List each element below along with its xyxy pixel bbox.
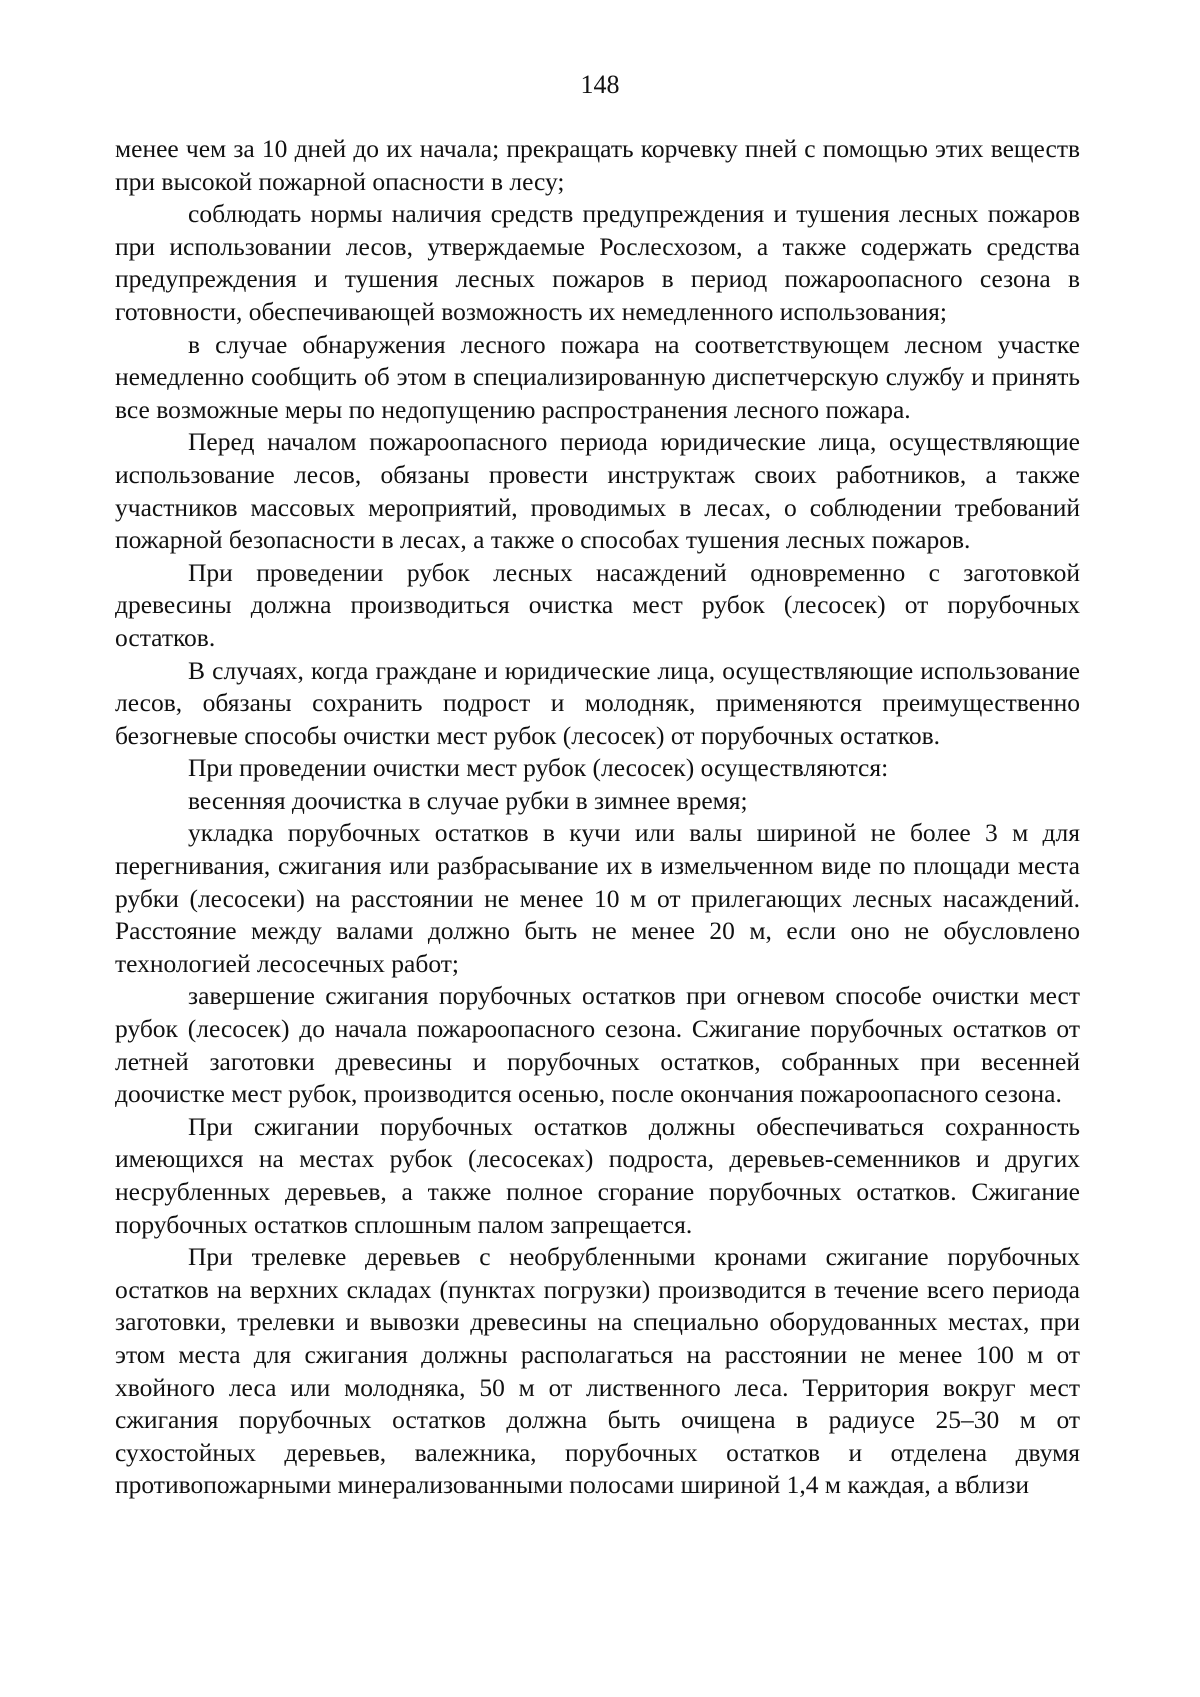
paragraph: При проведении рубок лесных насаждений одновременно с заготовкой древесины должна производиться очистка мест рубок (лесосек) от порубочных остатков. xyxy=(115,557,1080,652)
paragraph: в случае обнаружения лесного пожара на соответствующем лесном участке немедленно сообщить об этом в специализированную диспетчерскую службу и принять все возможные меры по недопущению распространения лесного пожара. xyxy=(115,329,1080,424)
paragraph: весенняя доочистка в случае рубки в зимнее время; xyxy=(188,785,748,815)
paragraph: Перед началом пожароопасного периода юридические лица, осуществляющие использование лесов, обязаны провести инструктаж своих работников, а также участников массовых мероприятий, проводимых в лесах, о соблюдении требований пожарной безопасности в лесах, а также о способах тушения лесных пожаров. xyxy=(115,427,1080,555)
paragraph: В случаях, когда граждане и юридические лица, осуществляющие использование лесов, обязаны сохранить подрост и молодняк, применяются преимущественно безогневые способы очистки мест рубок (лесосек) от порубочных остатков. xyxy=(115,655,1080,750)
page-number: 148 xyxy=(580,70,620,99)
body-text xyxy=(115,133,1080,1502)
paragraph: завершение сжигания порубочных остатков при огневом способе очистки мест рубок (лесосек) до начала пожароопасного сезона. Сжигание порубочных остатков от летней заготовки древесины и порубочных остатков, собранных при весенней доочистке мест рубок, производится осенью, после окончания пожароопасного сезона. xyxy=(115,981,1080,1109)
paragraph: укладка порубочных остатков в кучи или валы шириной не более 3 м для перегнивания, сжигания или разбрасывание их в измельченном виде по площади места рубки (лесосеки) на расстоянии не менее 10 м от прилегающих лесных насаждений. Расстояние между валами должно быть не менее 20 м, если оно не обусловлено технологией лесосечных работ; xyxy=(115,818,1080,978)
paragraph: соблюдать нормы наличия средств предупреждения и тушения лесных пожаров при использовании лесов, утверждаемые Рослесхозом, а также содержать средства предупреждения и тушения лесных пожаров в период пожароопасного сезона в готовности, обеспечивающей возможность их немедленного использования; xyxy=(115,199,1080,326)
paragraph: При сжигании порубочных остатков должны обеспечиваться сохранность имеющихся на местах рубок (лесосеках) подроста, деревьев-семенников и других несрубленных деревьев, а также полное сгорание порубочных остатков. Сжигание порубочных остатков сплошным палом запрещается. xyxy=(115,1111,1080,1239)
paragraph: менее чем за 10 дней до их начала; прекращать корчевку пней с помощью этих веществ при высокой пожарной опасности в лесу; xyxy=(115,134,1080,196)
paragraph: При проведении очистки мест рубок (лесосек) осуществляются: xyxy=(188,753,889,783)
paragraph: При трелевке деревьев с необрубленными кронами сжигание порубочных остатков на верхних складах (пунктах погрузки) производится в течение всего периода заготовки, трелевки и вывозки древесины на специально оборудованных местах, при этом места для сжигания должны располагаться на расстоянии не менее 100 м от хвойного леса или молодняка, 50 м от лиственного леса. Территория вокруг мест сжигания порубочных остатков должна быть очищена в радиусе 25–30 м от сухостойных деревьев, валежника, порубочных остатков и отделена двумя противопожарными минерализованными полосами шириной 1,4 м каждая, а вблизи xyxy=(115,1242,1080,1500)
